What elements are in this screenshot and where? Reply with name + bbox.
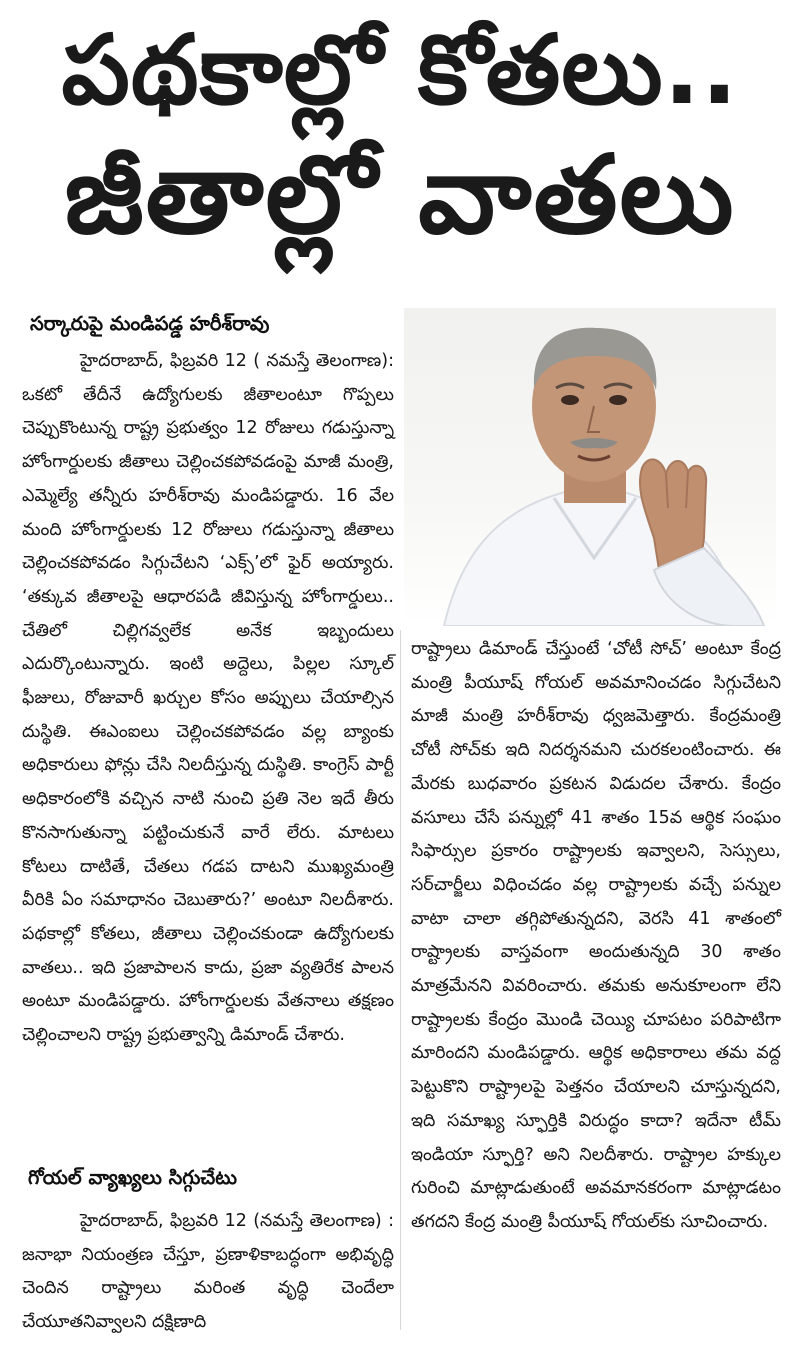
- headline-line-2: జీతాల్లో వాతలు: [64, 133, 736, 258]
- story-2-body-right: [411, 633, 781, 1240]
- story-1-subhead: సర్కారుపై మండిపడ్డ హరీశ్‌రావు: [30, 312, 270, 335]
- person-photo-illustration: [404, 308, 776, 626]
- story-2-paragraph-right: రాష్ట్రాలు డిమాండ్ చేస్తుంటే ‘చోటీ సోచ్’ అంటూ కేంద్ర మంత్రి పీయూష్ గోయల్ అవమానించడం సిగ్గుచేటని మాజీ మంత్రి హరీశ్‌రావు ధ్వజమెత్తారు. కేంద్రమంత్రి చోటీ సోచ్‌కు ఇది నిదర్శనమని చురకలంటించారు. ఈ మేరకు బుధవారం ప్రకటన విడుదల చేశారు. కేంద్రం వసూలు చేసే పన్నుల్లో 41 శాతం 15వ ఆర్థిక సంఘం సిఫార్సుల ప్రకారం రాష్ట్రాలకు ఇవ్వాలని, సెస్సులు, సర్‌చార్జీలు విధించడం వల్ల రాష్ట్రాలకు వచ్చే పన్నుల వాటా చాలా తగ్గిపోతున్నదని, వెరసి 41 శాతంలో రాష్ట్రాలకు వాస్తవంగా అందుతున్నది 30 శాతం మాత్రమేనని వివరించారు. తమకు అనుకూలంగా లేని రాష్ట్రాలకు కేంద్రం మొండి చెయ్యి చూపటం పరిపాటిగా మారిందని మండిపడ్డారు. ఆర్థిక అధికారాలు తమ వద్ద పెట్టుకొని రాష్ట్రాలపై పెత్తనం చేయాలని చూస్తున్నదని, ఇది సమాఖ్య స్ఫూర్తికి విరుద్ధం కాదా? ఇదేనా టీమ్ ఇండియా స్ఫూర్తి? అని నిలదీశారు. రాష్ట్రాల హక్కుల గురించి మాట్లాడుతుంటే అవమానకరంగా మాట్లాడటం తగదని కేంద్ర మంత్రి పీయూష్ గోయల్‌కు సూచించారు.: [411, 639, 781, 1232]
- story-1-paragraph: హైదరాబాద్, ఫిబ్రవరి 12 ( నమస్తే తెలంగాణ): ఒకటో తేదీనే ఉద్యోగులకు జీతాలంటూ గొప్పలు చెప్పుకొంటున్న రాష్ట్ర ప్రభుత్వం 12 రోజులు గడుస్తున్నా హోంగార్డులకు జీతాలు చెల్లించకపోవడంపై మాజీ మంత్రి, ఎమ్మెల్యే తన్నీరు హరీశ్‌రావు మండిపడ్డారు. 16 వేల మంది హోంగార్డులకు 12 రోజులు గడుస్తున్నా జీతాలు చెల్లించకపోవడం సిగ్గుచేటని ‘ఎక్స్’లో ఫైర్ అయ్యారు. ‘తక్కువ జీతాలపై ఆధారపడి జీవిస్తున్న హోంగార్డులు.. చేతిలో చిల్లిగవ్వలేక అనేక ఇబ్బందులు ఎదుర్కొంటున్నారు. ఇంటి అద్దెలు, పిల్లల స్కూల్ ఫీజులు, రోజువారీ ఖర్చుల కోసం అప్పులు చేయాల్సిన దుస్థితి. ఈఎంఐలు చెల్లించకపోవడం వల్ల బ్యాంకు అధికారులు ఫోన్లు చేసి నిలదీస్తున్న దుస్థితి. కాంగ్రెస్ పార్టీ అధికారంలోకి వచ్చిన నాటి నుంచి ప్రతి నెల ఇదే తీరు కొనసాగుతున్నా పట్టించుకునే వారే లేరు. మాటలు కోటలు దాటితే, చేతలు గడప దాటని ముఖ్యమంత్రి వీరికి ఏం సమాధానం చెబుతారు?’ అంటూ నిలదీశారు. పథకాల్లో కోతలు, జీతాలు చెల్లించకుండా ఉద్యోగులకు వాతలు.. ఇది ప్రజాపాలన కాదు, ప్రజా వ్యతిరేక పాలన అంటూ మండిపడ్డారు. హోంగార్డులకు వేతనాలు తక్షణం చెల్లించాలని రాష్ట్ర ప్రభుత్వాన్ని డిమాండ్ చేశారు.: [22, 351, 394, 1046]
- story-1-body: [22, 345, 394, 1053]
- news-photo: [404, 308, 776, 626]
- column-divider: [400, 630, 401, 1330]
- headline-line-1: పథకాల్లో కోతలు..: [61, 14, 739, 126]
- story-2-body-left: [22, 1205, 394, 1340]
- story-2-paragraph-left: హైదరాబాద్, ఫిబ్రవరి 12 (నమస్తే తెలంగాణ) : జనాభా నియంత్రణ చేస్తూ, ప్రణాళికాబద్ధంగా అభివృద్ధి చెందిన రాష్ట్రాలు మరింత వృద్ధి చెందేలా చేయూతనివ్వాలని దక్షిణాది: [22, 1211, 394, 1333]
- story-2-subhead: గోయల్ వ్యాఖ్యలు సిగ్గుచేటు: [28, 1166, 238, 1189]
